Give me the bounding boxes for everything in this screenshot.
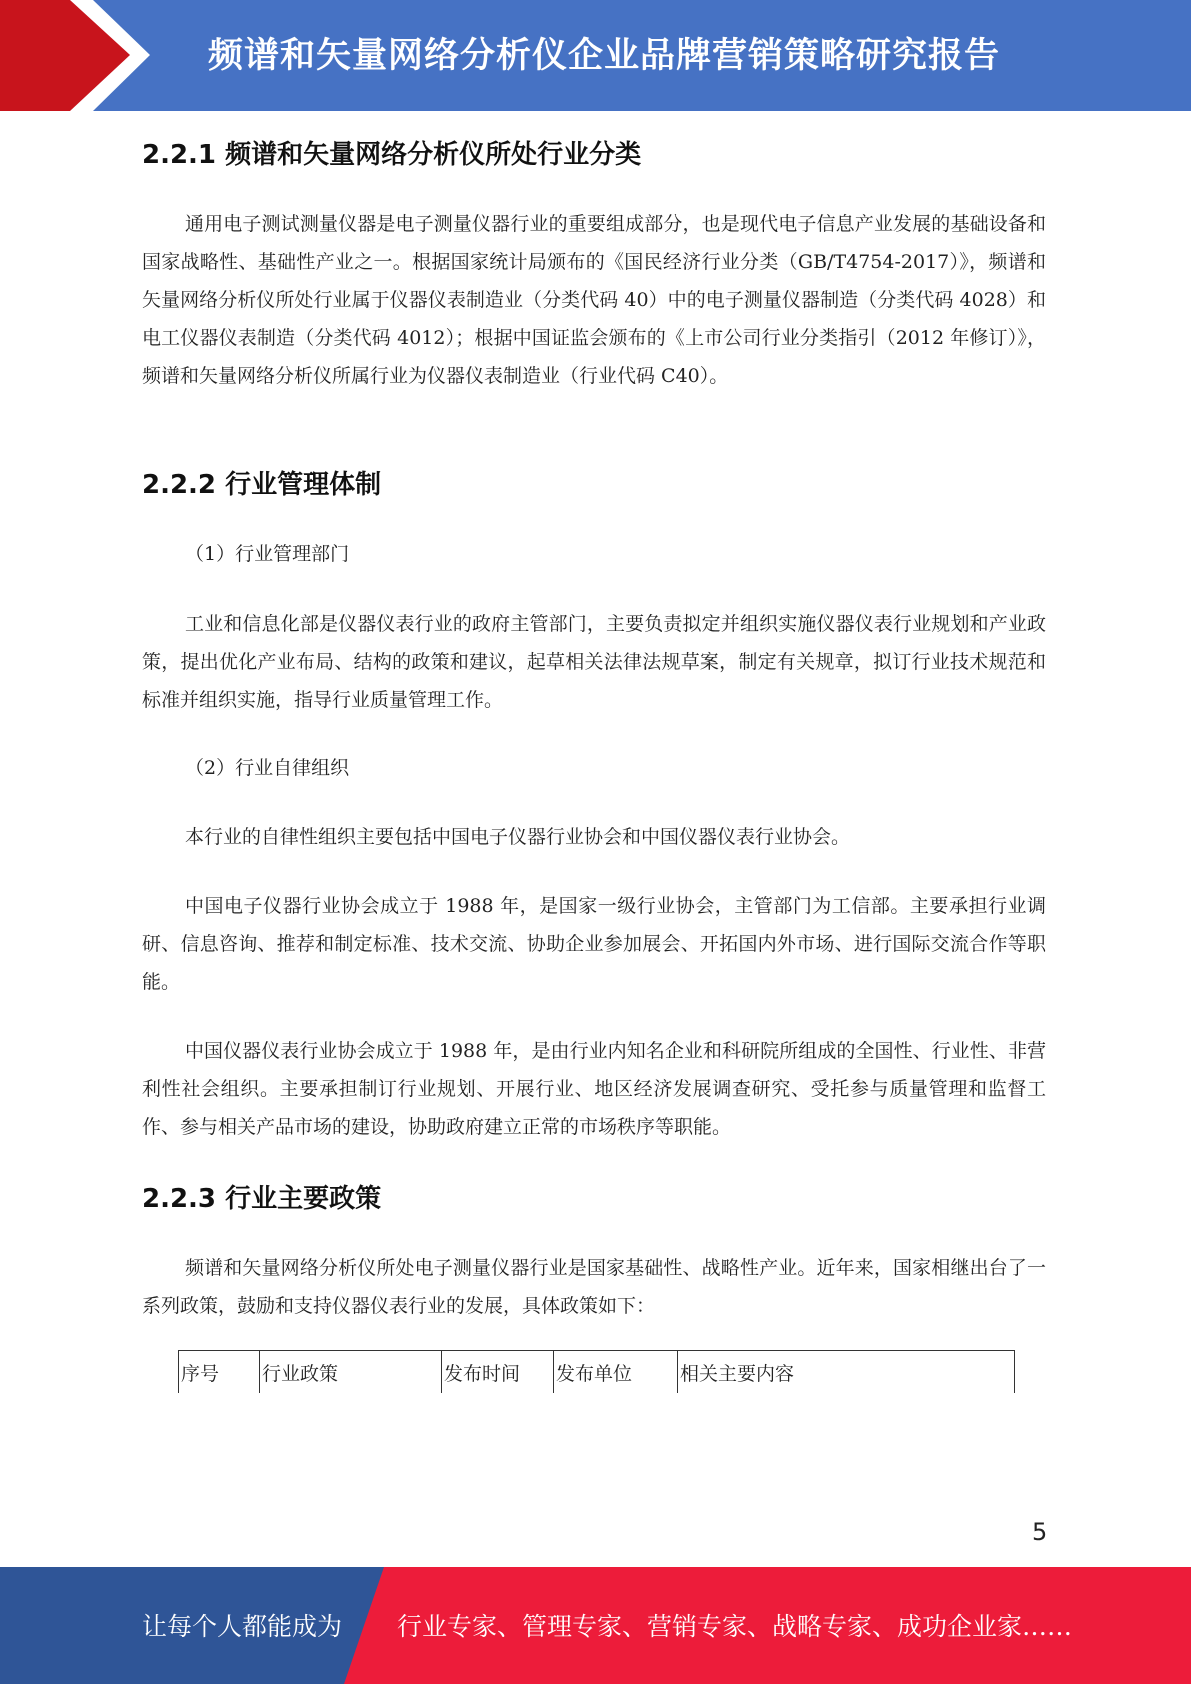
subheading-self-regulatory: （2）行业自律组织	[185, 757, 350, 779]
column-header-date: 发布时间	[442, 1351, 554, 1394]
paragraph-policies-intro: 频谱和矢量网络分析仪所处电子测量仪器行业是国家基础性、战略性产业。近年来，国家相继出台了一系列政策，鼓励和支持仪器仪表行业的发展，具体政策如下：	[142, 1257, 1046, 1317]
report-title: 频谱和矢量网络分析仪企业品牌营销策略研究报告	[208, 36, 1001, 76]
footer-slogan-left: 让每个人都能成为	[142, 1612, 343, 1641]
column-header-policy: 行业政策	[260, 1351, 442, 1394]
header-arrow-decoration	[0, 0, 160, 111]
column-header-content: 相关主要内容	[678, 1351, 1015, 1394]
table-header-row	[179, 1351, 1015, 1394]
paragraph-industry-classification: 通用电子测试测量仪器是电子测量仪器行业的重要组成部分，也是现代电子信息产业发展的基础设备和国家战略性、基础性产业之一。根据国家统计局颁布的《国民经济行业分类（GB/T4754-2017）》，频谱和矢量网络分析仪所处行业属于仪器仪表制造业（分类代码 40）中的电子测量仪器制造（分类代码 4028）和电工仪器仪表制造（分类代码 4012）；根据中国证监会颁布的《上市公司行业分类指引（2012 年修订）》，频谱和矢量网络分析仪所属行业为仪器仪表制造业（行业代码 C40）。	[142, 213, 1046, 387]
column-header-issuer: 发布单位	[554, 1351, 678, 1394]
page-number: 5	[1032, 1518, 1048, 1546]
page-header	[0, 0, 1191, 111]
section-heading-2-2-2: 2.2.2 行业管理体制	[142, 470, 382, 500]
subheading-management-dept: （1）行业管理部门	[185, 543, 350, 565]
section-heading-2-2-3: 2.2.3 行业主要政策	[142, 1184, 382, 1214]
policy-table	[178, 1350, 1015, 1393]
paragraph-self-regulatory: 本行业的自律性组织主要包括中国电子仪器行业协会和中国仪器仪表行业协会。	[185, 826, 851, 848]
column-header-index: 序号	[179, 1351, 260, 1394]
footer-slogan-right: 行业专家、管理专家、营销专家、战略专家、成功企业家……	[397, 1612, 1073, 1641]
paragraph-instrument-assoc: 中国仪器仪表行业协会成立于 1988 年，是由行业内知名企业和科研院所组成的全国性、行业性、非营利性社会组织。主要承担制订行业规划、开展行业、地区经济发展调查研究、受托参与质量管理和监督工作、参与相关产品市场的建设，协助政府建立正常的市场秩序等职能。	[142, 1040, 1046, 1138]
page-footer	[0, 1567, 1191, 1684]
section-heading-2-2-1: 2.2.1 频谱和矢量网络分析仪所处行业分类	[142, 140, 642, 170]
paragraph-management-dept: 工业和信息化部是仪器仪表行业的政府主管部门，主要负责拟定并组织实施仪器仪表行业规划和产业政策，提出优化产业布局、结构的政策和建议，起草相关法律法规草案，制定有关规章，拟订行业技术规范和标准并组织实施，指导行业质量管理工作。	[142, 613, 1046, 711]
paragraph-electronic-instrument-assoc: 中国电子仪器行业协会成立于 1988 年，是国家一级行业协会，主管部门为工信部。主要承担行业调研、信息咨询、推荐和制定标准、技术交流、协助企业参加展会、开拓国内外市场、进行国际交流合作等职能。	[142, 895, 1046, 993]
